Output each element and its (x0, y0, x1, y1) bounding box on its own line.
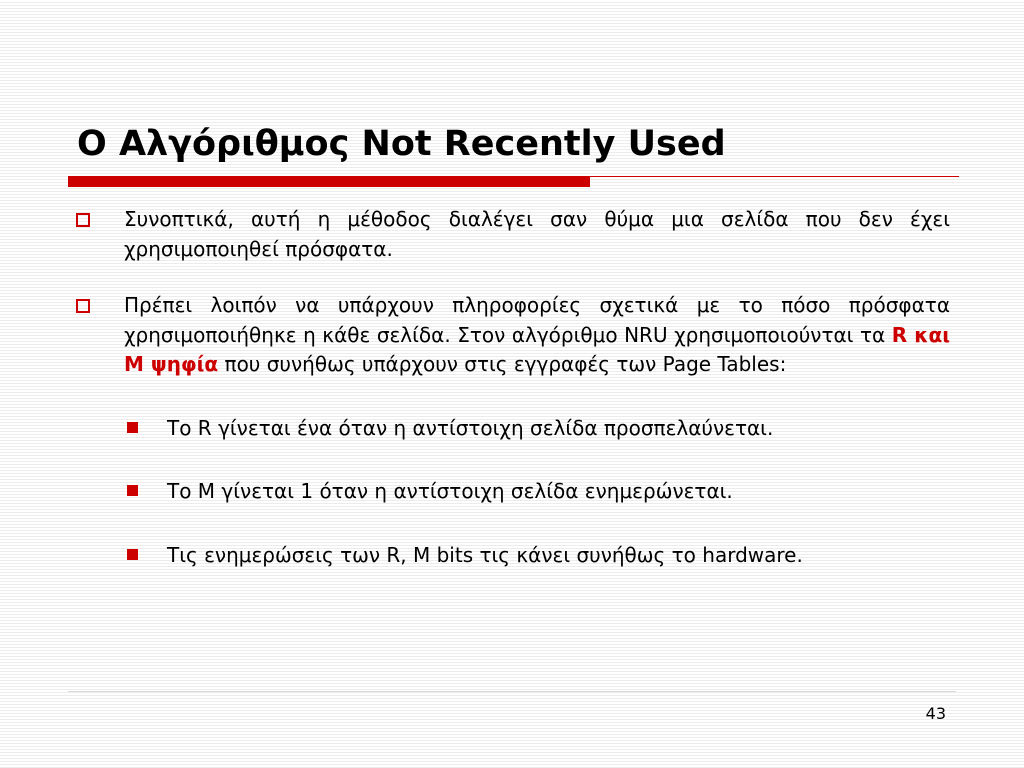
sub-bullet-item (118, 541, 950, 571)
sub-bullet-item (118, 414, 950, 444)
bullet-item (76, 205, 950, 264)
title-underline-thin (590, 176, 959, 177)
slide-content (76, 205, 950, 570)
bullet-text-end: που συνήθως υπάρχουν στις εγγραφές των Page Tables: (218, 352, 787, 376)
hollow-square-bullet-icon (76, 213, 90, 227)
filled-square-bullet-icon (127, 422, 138, 433)
bullet-text-start: Πρέπει λοιπόν να υπάρχουν πληροφορίες σχετικά με το πόσο πρόσφατα χρησιμοποιήθηκε η κάθε σελίδα. Στον αλγόριθμο NRU χρησιμοποιούνται τα (124, 293, 950, 347)
sub-bullet-text: Τις ενημερώσεις των R, M bits τις κάνει συνήθως το hardware. (167, 542, 803, 567)
sub-bullet-item (118, 477, 950, 507)
slide-title: Ο Αλγόριθμος Not Recently Used (77, 124, 726, 164)
footer-divider (68, 691, 956, 692)
filled-square-bullet-icon (127, 485, 138, 496)
filled-square-bullet-icon (127, 549, 138, 560)
highlighted-term: R και M ψηφία (124, 322, 950, 376)
hollow-square-bullet-icon (76, 299, 90, 313)
sub-bullet-text: Το M γίνεται 1 όταν η αντίστοιχη σελίδα ενημερώνεται. (167, 479, 733, 503)
bullet-item (76, 291, 950, 380)
sub-bullet-text: Το R γίνεται ένα όταν η αντίστοιχη σελίδα προσπελαύνεται. (167, 415, 774, 440)
slide-number: 43 (925, 704, 946, 723)
bullet-text: Συνοπτικά, αυτή η μέθοδος διαλέγει σαν θύμα μια σελίδα που δεν έχει χρησιμοποιηθεί πρόσφατα. (124, 207, 950, 261)
title-underline-thick (68, 176, 590, 187)
